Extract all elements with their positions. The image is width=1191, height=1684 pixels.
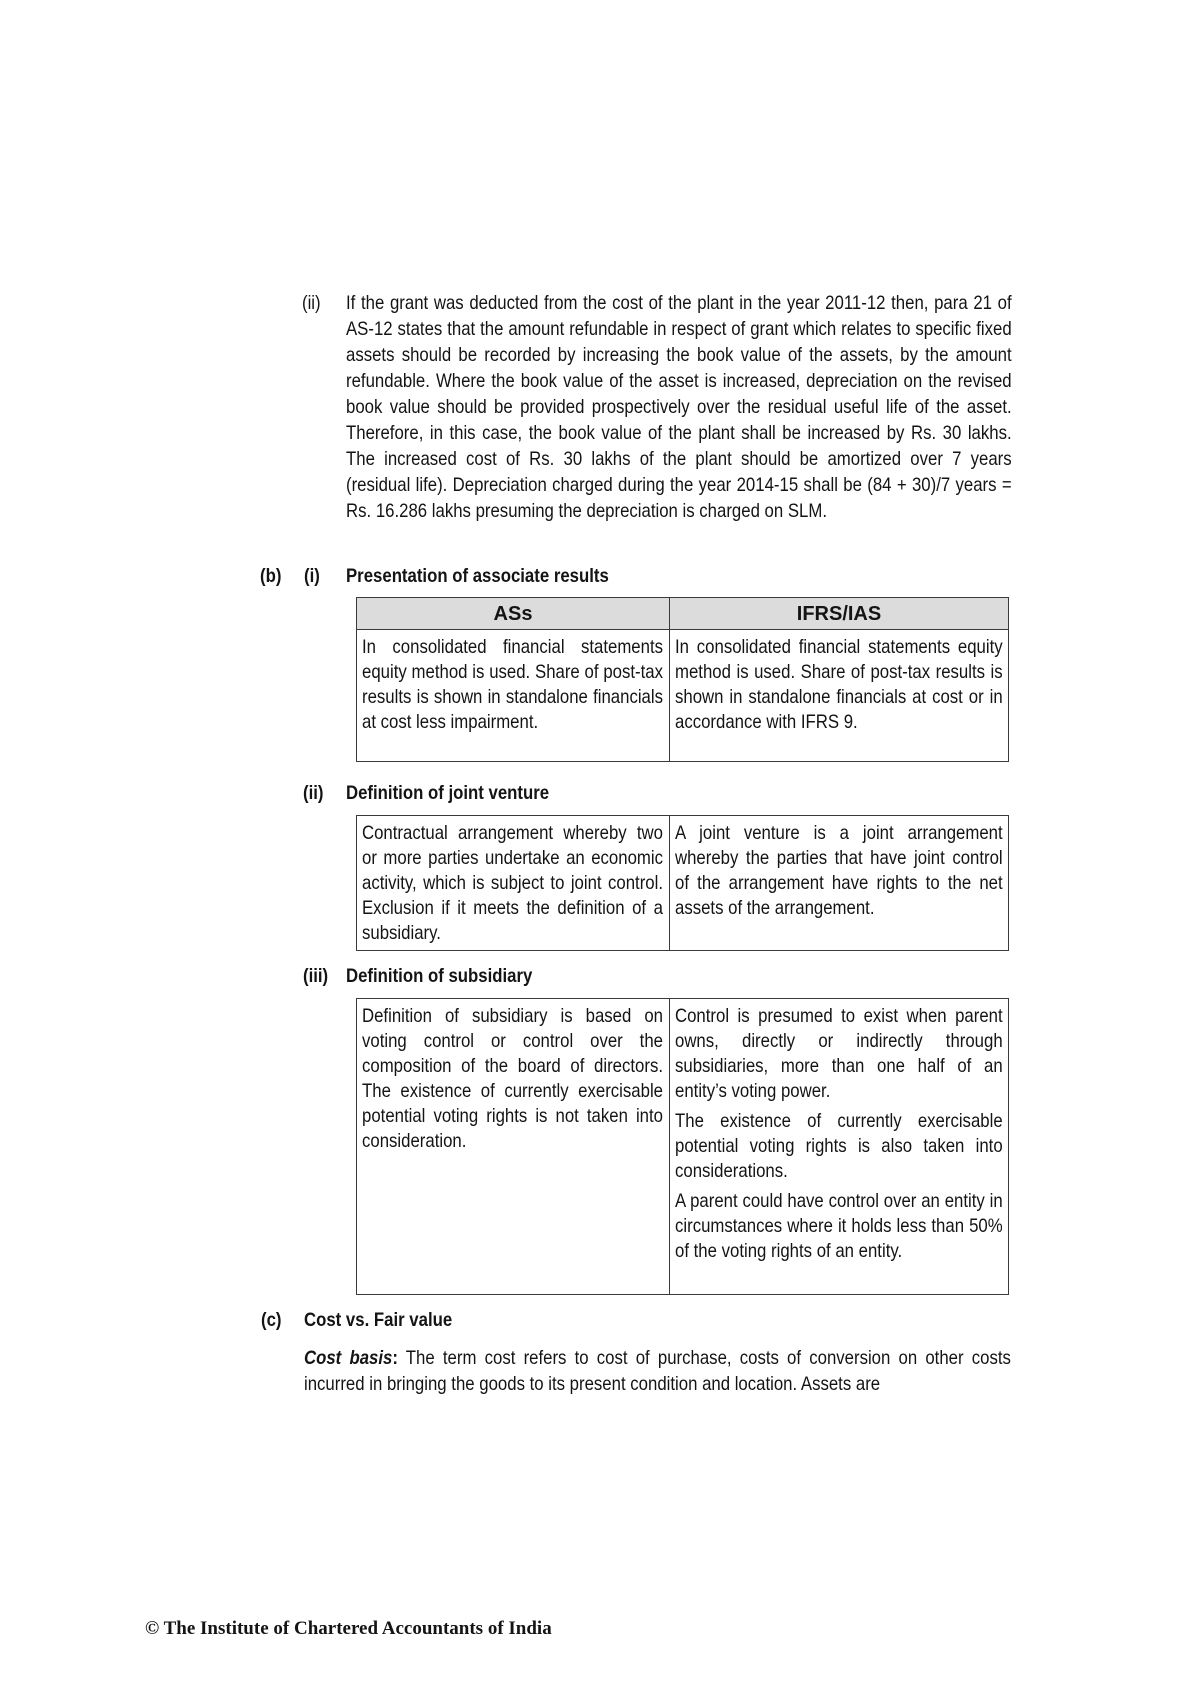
table-cell-ifrs: A joint venture is a joint arrangement whereby the parties that have joint control of the arrangement have rights to the net assets of the arrangement. <box>670 816 1009 951</box>
subsidiary-control-paragraph: Control is presumed to exist when parent owns, directly or indirectly through subsidiaries, more than one half of an entity’s voting power. <box>675 1005 1003 1102</box>
column-header-ifrs-ias: IFRS/IAS <box>670 598 1009 630</box>
item-label-b-i: (i) <box>304 565 320 587</box>
table-cell-ifrs <box>670 999 1009 1295</box>
item-label-b-ii: (ii) <box>303 782 324 804</box>
table-cell-as: In consolidated financial statements equity method is used. Share of post-tax results is shown in standalone financials at cost less impairment. <box>357 630 670 762</box>
item-label-b-iii: (iii) <box>303 965 329 987</box>
joint-venture-table <box>356 815 1009 951</box>
page-footer: © The Institute of Chartered Accountants of India <box>145 1618 552 1639</box>
heading-joint-venture: Definition of joint venture <box>346 782 550 804</box>
grant-refund-paragraph: If the grant was deducted from the cost of the plant in the year 2011-12 then, para 21 of AS-12 states that the amount refundable in respect of grant which relates to specific fixed assets should be recorded by increasing the book value of the assets, by the amount refundable. Where the book value of the asset is increased, depreciation on the revised book value should be provided prospectively over the residual useful life of the asset. Therefore, in this case, the book value of the plant shall be increased by Rs. 30 lakhs. The increased cost of Rs. 30 lakhs of the plant should be amortized over 7 years (residual life). Depreciation charged during the year 2014-15 shall be (84 + 30)/7 years = Rs. 16.286 lakhs presuming the depreciation is charged on SLM. <box>346 292 1012 522</box>
section-label-c: (c) <box>261 1309 282 1331</box>
item-label-ii: (ii) <box>302 292 321 314</box>
heading-cost-vs-fair-value: Cost vs. Fair value <box>304 1309 453 1331</box>
associate-results-table <box>356 597 1009 762</box>
subsidiary-table <box>356 998 1009 1295</box>
table-cell-as: Definition of subsidiary is based on voting control or control over the composition of the board of directors. The existence of currently exercisable potential voting rights is not taken into consideration. <box>357 999 670 1295</box>
subsidiary-potential-rights-paragraph: The existence of currently exercisable potential voting rights is also taken into considerations. <box>675 1110 1003 1182</box>
table-cell-ifrs: In consolidated financial statements equity method is used. Share of post-tax results is shown in standalone financials at cost or in accordance with IFRS 9. <box>670 630 1009 762</box>
heading-subsidiary: Definition of subsidiary <box>346 965 533 987</box>
heading-associate-results: Presentation of associate results <box>346 565 609 587</box>
section-label-b: (b) <box>260 565 282 587</box>
table-cell-as: Contractual arrangement whereby two or more parties undertake an economic activity, which is subject to joint control. Exclusion if it meets the definition of a subsidiary. <box>357 816 670 951</box>
cost-basis-lead: Cost basis <box>304 1347 393 1369</box>
column-header-ass: ASs <box>357 598 670 630</box>
cost-basis-paragraph: Cost basis: The term cost refers to cost of purchase, costs of conversion on other costs incurred in bringing the goods to its present condition and location. Assets are <box>304 1347 1011 1395</box>
subsidiary-less-than-50-paragraph: A parent could have control over an entity in circumstances where it holds less than 50% of the voting rights of an entity. <box>675 1190 1003 1262</box>
